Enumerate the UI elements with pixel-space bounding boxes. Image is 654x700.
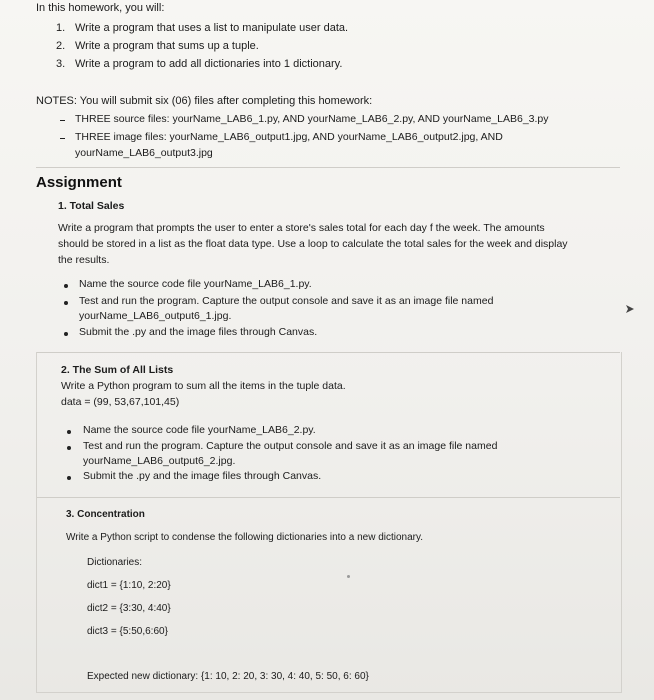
- section1-paragraph: should be stored in a list as the float data type. Use a loop to calculate the total sales for the week and display: [58, 238, 568, 250]
- bullet-icon: [64, 284, 68, 288]
- notes-item-continuation: yourName_LAB6_output3.jpg: [75, 147, 213, 159]
- expected-dictionary: Expected new dictionary: {1: 10, 2: 20, 3: 30, 4: 40, 5: 50, 6: 60}: [87, 671, 369, 682]
- dict-line: dict1 = {1:10, 2:20}: [87, 580, 171, 591]
- section2-text: Write a Python program to sum all the items in the tuple data.: [61, 380, 346, 392]
- section2-bullet: Submit the .py and the image files through Canvas.: [83, 470, 322, 482]
- task-number: 2.: [56, 40, 66, 52]
- section3-text: Write a Python script to condense the following dictionaries into a new dictionary.: [66, 532, 424, 543]
- dash-bullet-icon: [60, 120, 65, 121]
- task-text: Write a program that uses a list to manipulate user data.: [75, 22, 349, 34]
- section2-data: data = (99, 53,67,101,45): [61, 396, 180, 408]
- section2-bullet: Name the source code file yourName_LAB6_2.py.: [83, 424, 316, 436]
- bullet-icon: [64, 332, 68, 336]
- task-text: Write a program to add all dictionaries into 1 dictionary.: [75, 58, 343, 70]
- section2-bullet-continuation: yourName_LAB6_output6_2.jpg.: [83, 455, 236, 467]
- section1-bullet-continuation: yourName_LAB6_output6_1.jpg.: [79, 310, 232, 322]
- section1-paragraph: Write a program that prompts the user to enter a store's sales total for each day f the week. The amounts: [58, 222, 545, 234]
- section2-title: 2. The Sum of All Lists: [61, 364, 174, 376]
- task-number: 1.: [56, 22, 66, 34]
- intro-lead: In this homework, you will:: [36, 2, 165, 14]
- notes-item: THREE image files: yourName_LAB6_output1.jpg, AND yourName_LAB6_output2.jpg, AND: [75, 131, 503, 143]
- arrow-mark-icon: [625, 304, 635, 314]
- section2-bullet: Test and run the program. Capture the output console and save it as an image file named: [83, 440, 498, 452]
- dictionaries-label: Dictionaries:: [87, 557, 143, 568]
- bullet-icon: [64, 301, 68, 305]
- section1-bullet: Submit the .py and the image files through Canvas.: [79, 326, 318, 338]
- section-divider: [36, 167, 620, 168]
- task-number: 3.: [56, 58, 66, 70]
- section1-bullet: Name the source code file yourName_LAB6_1.py.: [79, 278, 312, 290]
- notes-item: THREE source files: yourName_LAB6_1.py, AND yourName_LAB6_2.py, AND yourName_LAB6_3.py: [75, 113, 549, 125]
- section1-title: 1. Total Sales: [58, 200, 125, 212]
- section1-paragraph: the results.: [58, 254, 110, 266]
- dict-line: dict2 = {3:30, 4:40}: [87, 603, 171, 614]
- task-text: Write a program that sums up a tuple.: [75, 40, 259, 52]
- section1-bullet: Test and run the program. Capture the output console and save it as an image file named: [79, 295, 494, 307]
- dash-bullet-icon: [60, 138, 65, 139]
- section3-title: 3. Concentration: [66, 509, 145, 520]
- notes-title: NOTES: You will submit six (06) files after completing this homework:: [36, 95, 373, 107]
- dict-line: dict3 = {5:50,6:60}: [87, 626, 168, 637]
- assignment-heading: Assignment: [36, 174, 122, 191]
- content-frame: [36, 352, 622, 693]
